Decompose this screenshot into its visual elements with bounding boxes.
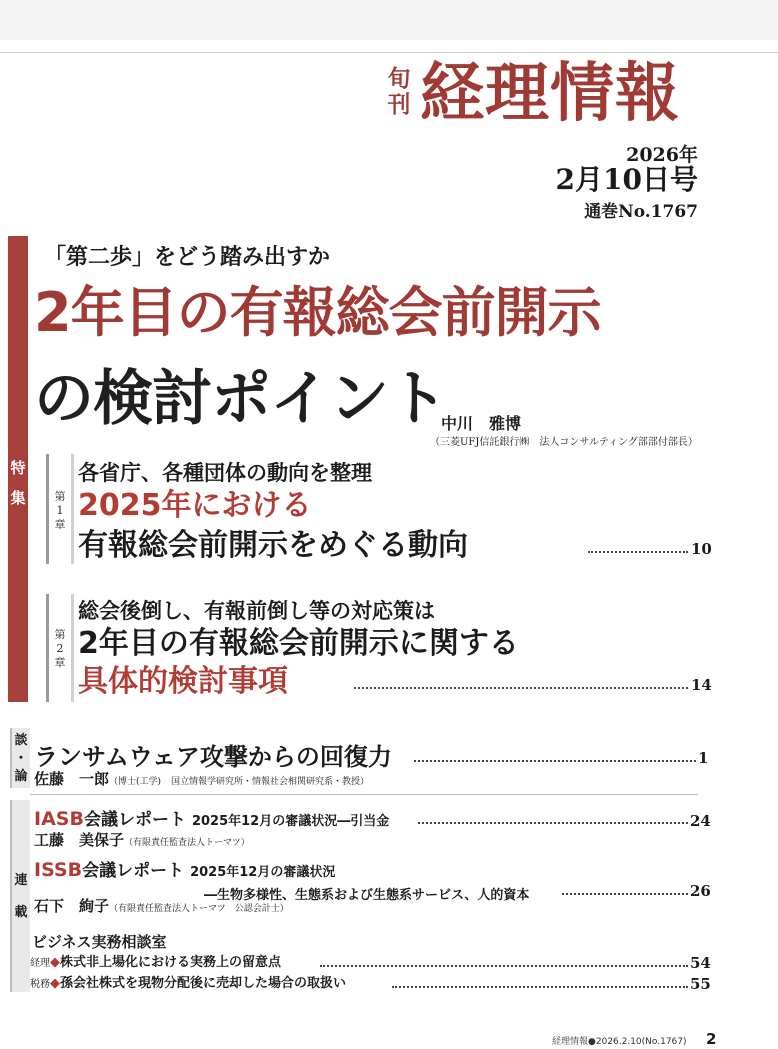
- chapter-2-tab: 第 2 章: [46, 594, 74, 702]
- leader-dots: [320, 964, 688, 967]
- business-item: 税務◆孫会社株式を現物分配後に売却した場合の取扱い: [30, 976, 347, 991]
- report-issb-page: 26: [690, 882, 711, 900]
- diamond-icon: ◆: [50, 955, 60, 970]
- chapter-2-title-line1: 2年目の有報総会前開示に関する: [78, 626, 519, 661]
- feature-headline-line2: の検討ポイント: [34, 364, 447, 434]
- diamond-icon: ◆: [50, 976, 60, 991]
- leader-dots: [392, 985, 688, 988]
- business-consultation-title: ビジネス実務相談室: [32, 933, 167, 951]
- chapter-1-subtitle: 各省庁、各種団体の動向を整理: [78, 461, 372, 485]
- report-issb-title: ISSB会議レポート 2025年12月の審議状況: [34, 859, 336, 881]
- leader-dots: [414, 759, 696, 762]
- chapter-2-subtitle: 総会後倒し、有報前倒し等の対応策は: [78, 599, 435, 623]
- taron-tab: 談 ・ 論: [10, 728, 30, 788]
- page-footer: 経理情報●2026.2.10(No.1767): [552, 1037, 687, 1047]
- taron-title: ランサムウェア攻撃からの回復力: [34, 743, 392, 771]
- feature-headline-line1: 2年目の有報総会前開示: [34, 281, 601, 344]
- chapter-1-title-line2: 有報総会前開示をめぐる動向: [78, 528, 468, 563]
- feature-lead: 「第二歩」をどう踏み出すか: [44, 245, 331, 270]
- section-divider: [30, 794, 698, 795]
- issue-number: 通巻No.1767: [584, 202, 698, 222]
- rensai-tab: 連 載: [10, 800, 30, 992]
- leader-dots: [354, 686, 688, 689]
- page-number: 2: [706, 1030, 717, 1048]
- report-issb-author: 石下 絢子（有限責任監査法人トーマツ 公認会計士）: [34, 897, 289, 915]
- scan-margin: [0, 0, 778, 40]
- leader-dots: [418, 821, 688, 824]
- chapter-2-title-line2: 具体的検討事項: [78, 664, 288, 699]
- chapter-2-page: 14: [691, 676, 712, 694]
- business-item: 経理◆株式非上場化における実務上の留意点: [30, 955, 282, 970]
- taron-page: 1: [698, 749, 709, 767]
- chapter-1-title-line1: 2025年における: [78, 488, 312, 523]
- issue-year: 2026年: [626, 144, 698, 166]
- chapter-1-page: 10: [691, 540, 712, 558]
- feature-author-name: 中川 雅博: [441, 414, 522, 433]
- business-item-page: 54: [690, 954, 711, 972]
- report-iasb-title: IASB会議レポート 2025年12月の審議状況―引当金: [34, 808, 390, 830]
- leader-dots: [562, 892, 688, 895]
- feature-label-char: 集: [10, 489, 26, 507]
- chapter-1-tab: 第 1 章: [46, 454, 74, 564]
- magazine-title: 経理情報: [420, 57, 680, 131]
- issue-date: 2月10日号: [555, 163, 698, 196]
- masthead-frequency: 旬 刊: [387, 65, 411, 118]
- report-iasb-author: 工藤 美保子（有限責任監査法人トーマツ）: [34, 831, 250, 849]
- feature-author-affiliation: （三菱UFJ信託銀行㈱ 法人コンサルティング部部付部長）: [430, 437, 698, 448]
- leader-dots: [588, 550, 688, 553]
- page-edge: [0, 52, 778, 53]
- report-issb-subtitle2: ―生物多様性、生態系および生態系サービス、人的資本: [204, 888, 530, 903]
- feature-label-char: 特: [10, 459, 26, 477]
- taron-author: 佐藤 一郎（博士(工学) 国立情報学研究所・情報社会相関研究系・教授）: [34, 770, 370, 788]
- business-item-page: 55: [690, 975, 711, 993]
- report-iasb-page: 24: [690, 812, 711, 830]
